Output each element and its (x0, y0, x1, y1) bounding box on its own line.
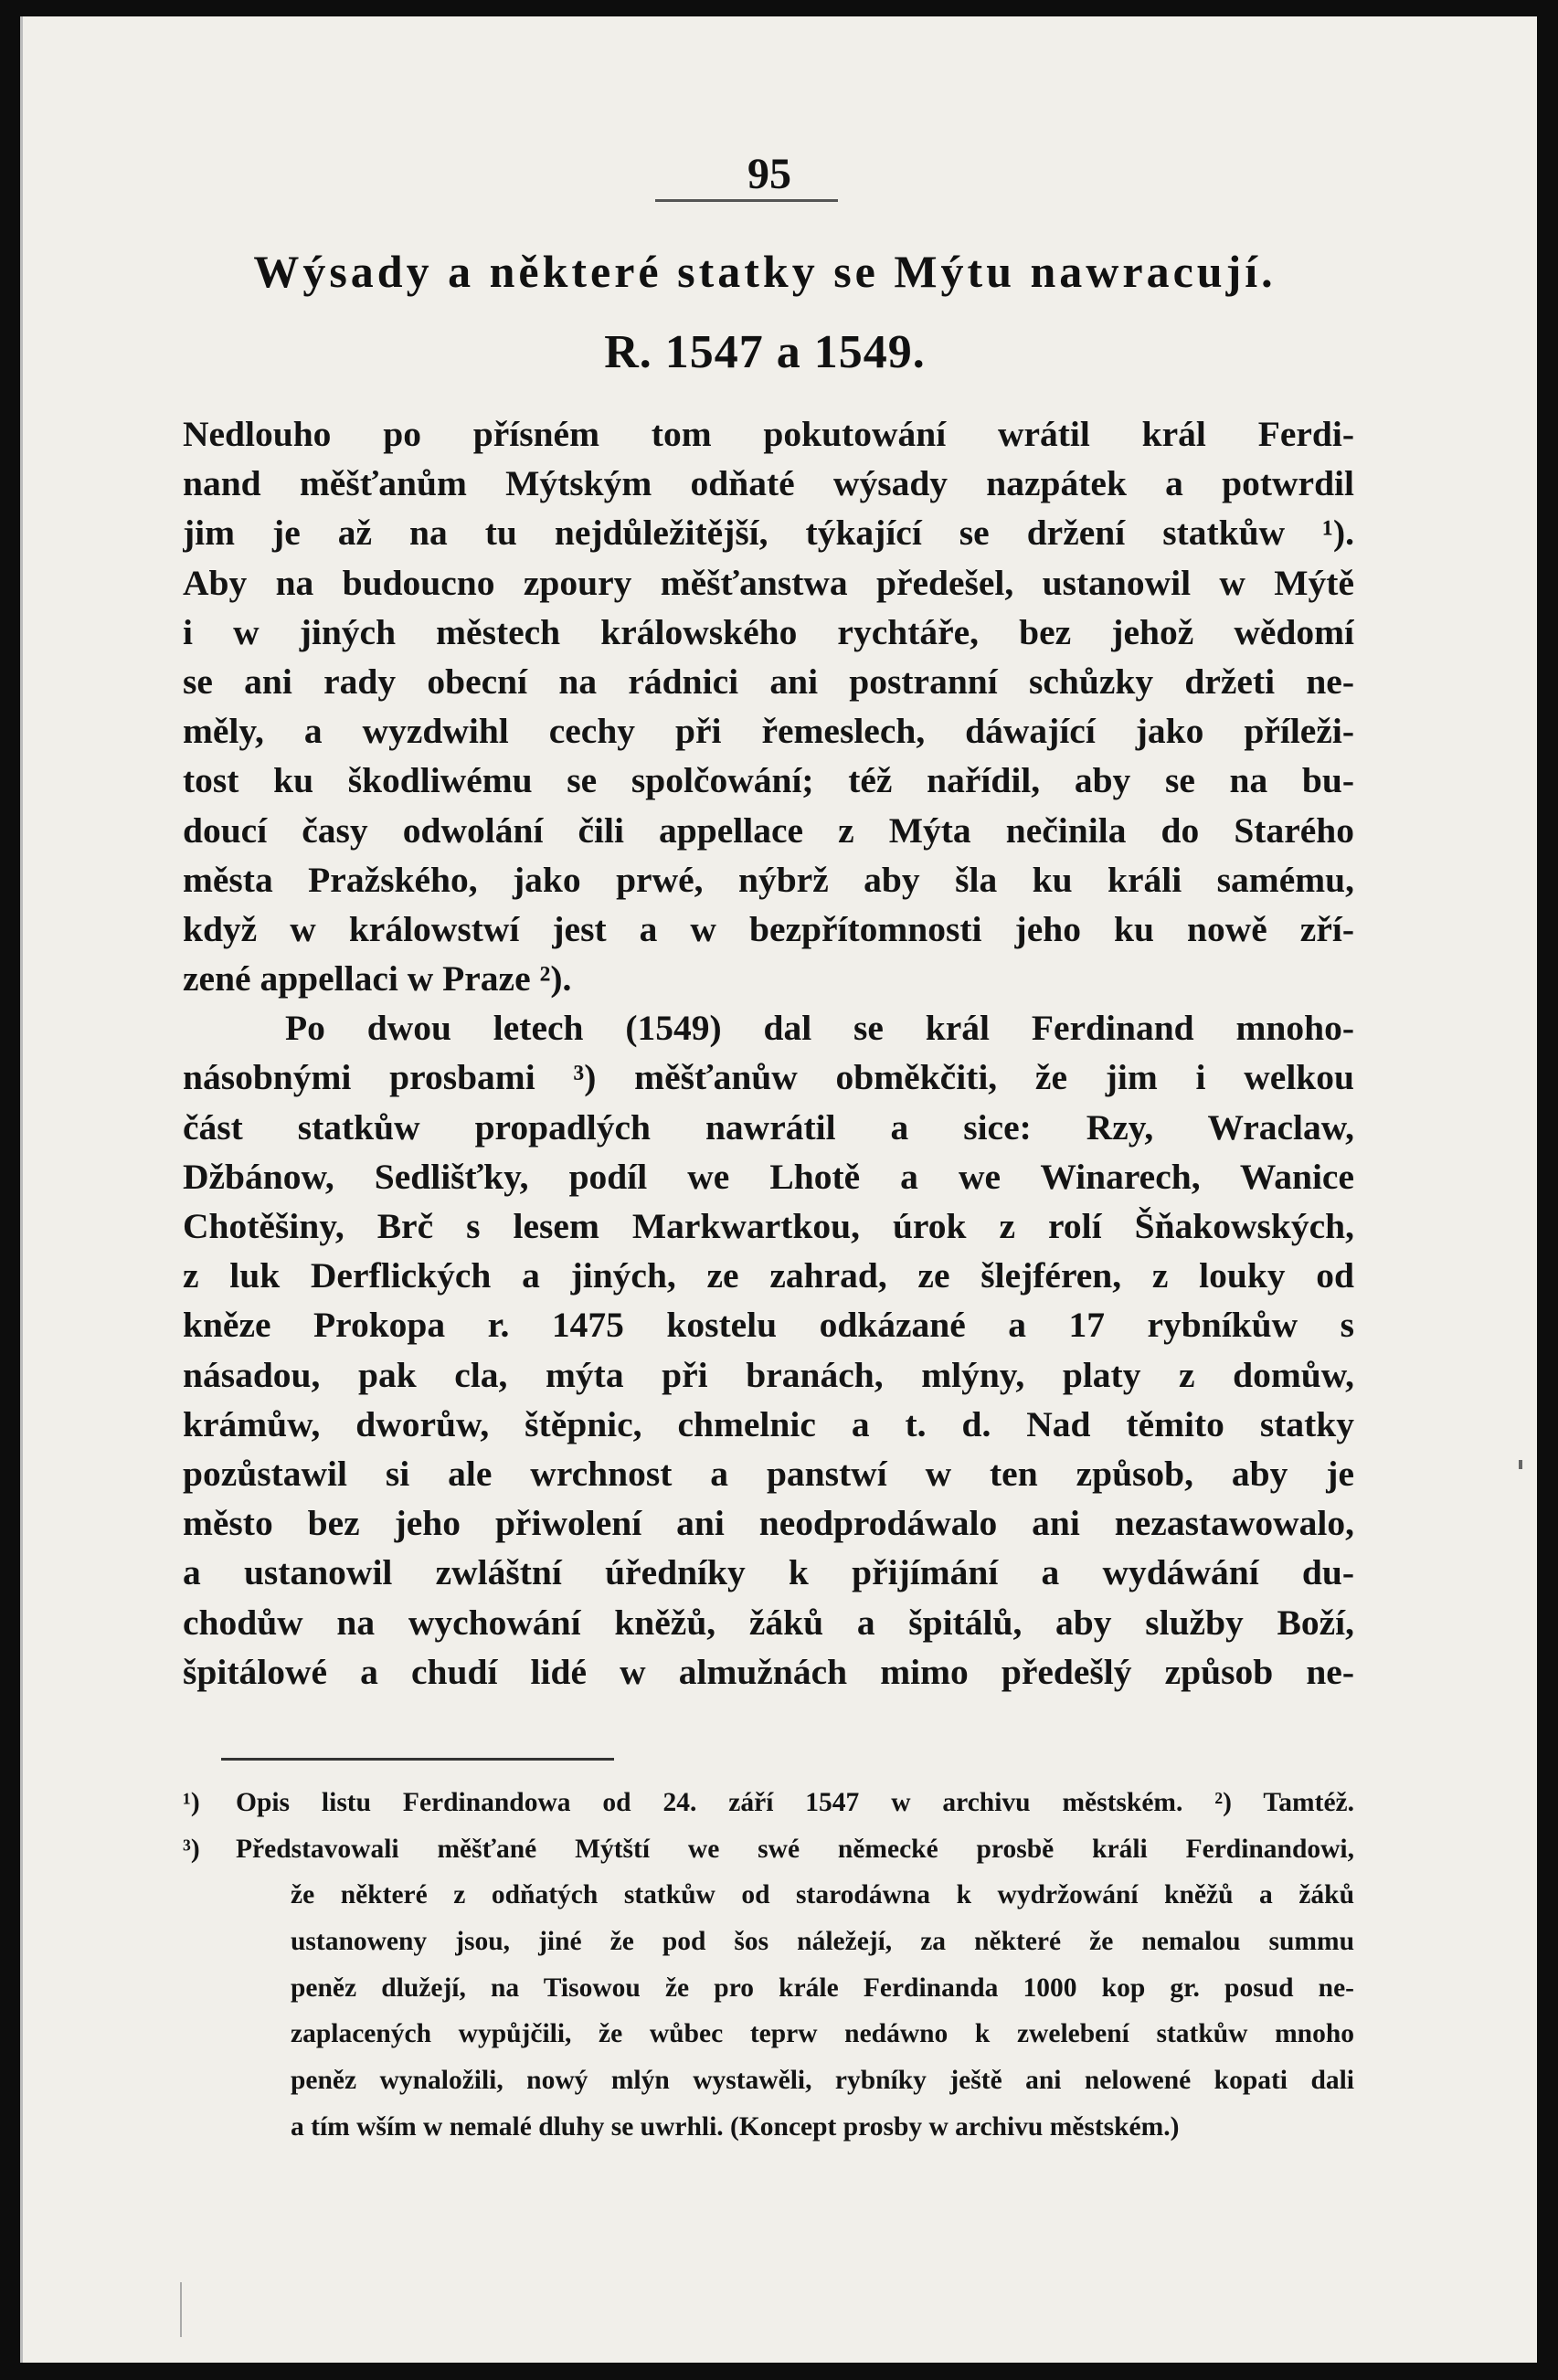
body-line: Chotěšiny, Brč s lesem Markwartkou, úrok z rolí Šňakowských, (183, 1206, 1354, 1246)
body-line: krámůw, dworůw, štěpnic, chmelnic a t. d. Nad těmito statky (183, 1403, 1354, 1444)
chapter-subtitle: R. 1547 a 1549. (604, 326, 926, 378)
body-line: doucí časy odwolání čili appellace z Mýta nečinila do Starého (183, 809, 1354, 851)
body-line: a ustanowil zwláštní úředníky k přijímání a wydáwání du- (183, 1552, 1354, 1593)
footnote-marker: ³) (183, 1834, 200, 1864)
book-page (20, 16, 1537, 2363)
footnote-line: zaplacených wypůjčili, že wůbec teprw nedáwno k zwelebení statkůw mnoho (291, 2019, 1354, 2049)
body-line: když w králowstwí jest a w bezpřítomnosti jeho ku nowě zří- (183, 908, 1354, 949)
body-line: kněze Prokopa r. 1475 kostelu odkázané a 17 rybníkůw s (183, 1305, 1354, 1346)
page-number-rule (655, 199, 838, 202)
footnote-rule (221, 1758, 614, 1761)
footnote-text: Tamtéž. (1263, 1788, 1354, 1817)
footnote-1 (183, 1780, 1354, 1826)
body-line: měly, a wyzdwihl cechy při řemeslech, dáwající jako příleži- (183, 711, 1354, 752)
body-line: pozůstawil si ale wrchnost a panstwí w ten způsob, aby je (183, 1453, 1354, 1494)
margin-mark (1519, 1460, 1522, 1469)
footnote-line: ustanoweny jsou, jiné že pod šos náležejí, za některé že nemalou summu (291, 1927, 1354, 1957)
footnote-text: Představowali měšťané Mýtští we swé německé prosbě králi Ferdinandowi, (236, 1834, 1354, 1864)
footnote-line: že některé z odňatých statkůw od starodáwna k wydržowání kněžů a žáků (291, 1880, 1354, 1910)
footnote-marker: ²) (1214, 1788, 1232, 1817)
body-line: i w jiných městech králowského rychtáře, bez jehož wědomí (183, 611, 1354, 652)
body-line: Aby na budoucno zpoury měšťanstwa předešel, ustanowil w Mýtě (183, 562, 1354, 603)
body-line: násobnými prosbami ³) měšťanůw obměkčiti, že jim i welkou (183, 1057, 1354, 1098)
body-line: z luk Derflických a jiných, ze zahrad, ze šlejféren, z louky od (183, 1255, 1354, 1296)
chapter-title: Wýsady a některé statky se Mýtu nawracují. (253, 246, 1277, 297)
footnotes (183, 1780, 1354, 2151)
body-line: město bez jeho přiwolení ani neodprodáwalo ani nezastawowalo, (183, 1503, 1354, 1544)
body-line: špitálowé a chudí lidé w almužnách mimo předešlý způsob ne- (183, 1651, 1354, 1692)
body-line: se ani rady obecní na rádnici ani postranní schůzky držeti ne- (183, 661, 1354, 702)
body-line: chodůw na wychowání kněžů, žáků a špitálů, aby služby Boží, (183, 1602, 1354, 1643)
footnote-marker: ¹) (183, 1788, 200, 1817)
body-line: města Pražského, jako prwé, nýbrž aby šla ku králi samému, (183, 859, 1354, 900)
footnote-line: a tím wším w nemalé dluhy se uwrhli. (Koncept prosby w archivu městském.) (291, 2111, 1180, 2142)
body-line: jim je až na tu nejdůležitější, týkající se držení statkůw ¹). (183, 513, 1354, 554)
footnote-line: peněz dlužejí, na Tisowou že pro krále Ferdinanda 1000 kop gr. posud ne- (291, 1973, 1354, 2003)
body-line: Po dwou letech (1549) dal se král Ferdinand mnoho- (285, 1008, 1354, 1049)
body-line: Džbánow, Sedlišťky, podíl we Lhotě a we Winarech, Wanice (183, 1156, 1354, 1197)
scan-mark (180, 2282, 182, 2337)
page-number: 95 (747, 150, 791, 198)
body-line: nand měšťanům Mýtským odňaté wýsady nazpátek a potwrdil (183, 463, 1354, 504)
footnote-3 (183, 1826, 1354, 1873)
body-line: tost ku škodliwému se spolčowání; též nařídil, aby se na bu- (183, 760, 1354, 801)
body-line: zené appellaci w Praze ²). (183, 958, 572, 1000)
body-text (183, 409, 1354, 1697)
footnote-line: peněz wynaložili, nowý mlýn wystawěli, rybníky ještě ani nelowené kopati dali (291, 2066, 1354, 2096)
body-line: část statkůw propadlých nawrátil a sice: Rzy, Wraclaw, (183, 1106, 1354, 1148)
body-line: Nedlouho po přísném tom pokutowání wrátil král Ferdi- (183, 414, 1354, 454)
footnote-text: Opis listu Ferdinandowa od 24. září 1547 w archivu městském. (236, 1788, 1183, 1817)
body-line: násadou, pak cla, mýta při branách, mlýny, platy z domůw, (183, 1354, 1354, 1395)
